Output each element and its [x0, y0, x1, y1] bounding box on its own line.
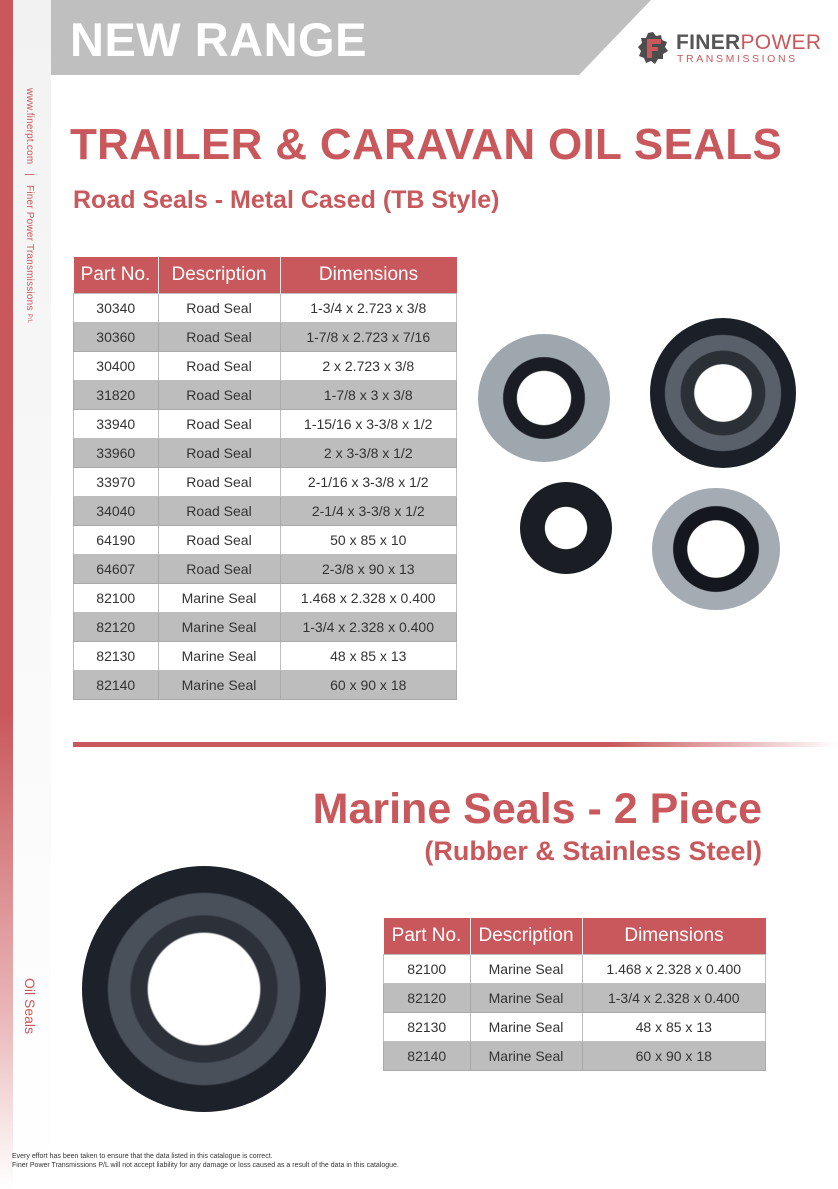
logo-name-light: POWER	[740, 31, 822, 54]
cell-dimensions: 60 x 90 x 18	[280, 671, 457, 700]
cell-description: Marine Seal	[470, 1013, 582, 1042]
table-row	[74, 497, 457, 526]
cell-part-no: 30360	[74, 323, 159, 352]
table-row	[74, 294, 457, 323]
cell-description: Road Seal	[158, 381, 280, 410]
col-header-description: Description	[470, 918, 582, 955]
cell-description: Road Seal	[158, 439, 280, 468]
sidebar-separator: |	[24, 173, 35, 177]
marine-section-title: Marine Seals - 2 Piece	[312, 785, 762, 833]
cell-dimensions: 1-7/8 x 3 x 3/8	[280, 381, 457, 410]
col-header-dimensions: Dimensions	[280, 257, 457, 294]
cell-part-no: 82120	[384, 984, 471, 1013]
cell-description: Road Seal	[158, 526, 280, 555]
cell-dimensions: 2 x 3-3/8 x 1/2	[280, 439, 457, 468]
page-subtitle: Road Seals - Metal Cased (TB Style)	[73, 186, 500, 214]
cell-part-no: 34040	[74, 497, 159, 526]
section-divider	[73, 742, 838, 747]
company-logo	[636, 30, 822, 70]
cell-part-no: 82140	[74, 671, 159, 700]
cell-description: Marine Seal	[470, 955, 582, 984]
sidebar-accent-strip	[0, 0, 13, 1189]
cell-dimensions: 2-3/8 x 90 x 13	[280, 555, 457, 584]
table-body	[384, 955, 766, 1071]
oil-seal-image	[520, 482, 612, 574]
cell-description: Road Seal	[158, 294, 280, 323]
cell-part-no: 30340	[74, 294, 159, 323]
company-name: Finer Power Transmissions	[24, 185, 35, 311]
table-row	[74, 671, 457, 700]
cell-description: Road Seal	[158, 352, 280, 381]
table-row	[74, 526, 457, 555]
table-row	[384, 1013, 766, 1042]
table-row	[74, 352, 457, 381]
marine-section-subtitle: (Rubber & Stainless Steel)	[424, 836, 762, 866]
header-title: NEW RANGE	[70, 13, 367, 66]
cell-description: Marine Seal	[470, 984, 582, 1013]
cell-dimensions: 1.468 x 2.328 x 0.400	[582, 955, 766, 984]
cell-part-no: 64190	[74, 526, 159, 555]
cell-dimensions: 1-3/4 x 2.328 x 0.400	[280, 613, 457, 642]
cell-part-no: 33940	[74, 410, 159, 439]
cell-dimensions: 2-1/16 x 3-3/8 x 1/2	[280, 468, 457, 497]
col-header-description: Description	[158, 257, 280, 294]
cell-dimensions: 50 x 85 x 10	[280, 526, 457, 555]
page-title: TRAILER & CARAVAN OIL SEALS	[70, 120, 783, 169]
table-row	[74, 642, 457, 671]
cell-description: Marine Seal	[158, 642, 280, 671]
cell-dimensions: 48 x 85 x 13	[280, 642, 457, 671]
table-header-row	[74, 257, 457, 294]
cell-description: Marine Seal	[158, 671, 280, 700]
oil-seal-image	[478, 334, 610, 462]
col-header-dimensions: Dimensions	[582, 918, 766, 955]
cell-dimensions: 1.468 x 2.328 x 0.400	[280, 584, 457, 613]
table-row	[74, 555, 457, 584]
cell-part-no: 64607	[74, 555, 159, 584]
cell-dimensions: 2 x 2.723 x 3/8	[280, 352, 457, 381]
cell-part-no: 82140	[384, 1042, 471, 1071]
company-suffix: P/L	[26, 313, 32, 324]
website-link[interactable]: www.finerpt.com	[24, 88, 35, 165]
col-header-part-no: Part No.	[74, 257, 159, 294]
cell-description: Road Seal	[158, 497, 280, 526]
table-row	[384, 1042, 766, 1071]
cell-part-no: 82130	[74, 642, 159, 671]
cell-part-no: 82100	[74, 584, 159, 613]
col-header-part-no: Part No.	[384, 918, 471, 955]
table-row	[384, 955, 766, 984]
cell-part-no: 30400	[74, 352, 159, 381]
table-row	[384, 984, 766, 1013]
logo-name	[676, 32, 821, 54]
table-header-row	[384, 918, 766, 955]
table-row	[74, 468, 457, 497]
cell-description: Road Seal	[158, 555, 280, 584]
sidebar-contact	[24, 88, 35, 323]
section-label: Oil Seals	[22, 978, 38, 1035]
cell-part-no: 31820	[74, 381, 159, 410]
cell-dimensions: 1-7/8 x 2.723 x 7/16	[280, 323, 457, 352]
cell-part-no: 82120	[74, 613, 159, 642]
cell-description: Road Seal	[158, 468, 280, 497]
cell-part-no: 33970	[74, 468, 159, 497]
disclaimer-line: Finer Power Transmissions P/L will not accept liability for any damage or loss caused as a result of the data in this catalogue.	[12, 1162, 399, 1169]
cell-dimensions: 48 x 85 x 13	[582, 1013, 766, 1042]
logo-name-bold: FINER	[676, 31, 741, 54]
table-row	[74, 381, 457, 410]
table-row	[74, 410, 457, 439]
cell-dimensions: 1-3/4 x 2.328 x 0.400	[582, 984, 766, 1013]
cell-dimensions: 60 x 90 x 18	[582, 1042, 766, 1071]
table-row	[74, 439, 457, 468]
logo-subtitle: TRANSMISSIONS	[677, 53, 798, 65]
table-body	[74, 294, 457, 700]
marine-seals-table	[383, 918, 766, 1071]
cell-dimensions: 1-3/4 x 2.723 x 3/8	[280, 294, 457, 323]
oil-seal-image	[650, 318, 796, 468]
cell-description: Road Seal	[158, 323, 280, 352]
road-seals-table	[73, 257, 457, 700]
cell-description: Marine Seal	[158, 613, 280, 642]
table-row	[74, 323, 457, 352]
cell-part-no: 33960	[74, 439, 159, 468]
cell-dimensions: 1-15/16 x 3-3/8 x 1/2	[280, 410, 457, 439]
cell-description: Marine Seal	[158, 584, 280, 613]
oil-seal-image	[652, 488, 780, 610]
marine-seal-image	[82, 866, 326, 1112]
cell-description: Marine Seal	[470, 1042, 582, 1071]
gear-f-logo-icon	[636, 30, 670, 66]
cell-dimensions: 2-1/4 x 3-3/8 x 1/2	[280, 497, 457, 526]
table-row	[74, 584, 457, 613]
cell-part-no: 82100	[384, 955, 471, 984]
cell-description: Road Seal	[158, 410, 280, 439]
footer-disclaimer	[12, 1152, 399, 1170]
disclaimer-line: Every effort has been taken to ensure that the data listed in this catalogue is correct.	[12, 1153, 273, 1160]
cell-part-no: 82130	[384, 1013, 471, 1042]
table-row	[74, 613, 457, 642]
